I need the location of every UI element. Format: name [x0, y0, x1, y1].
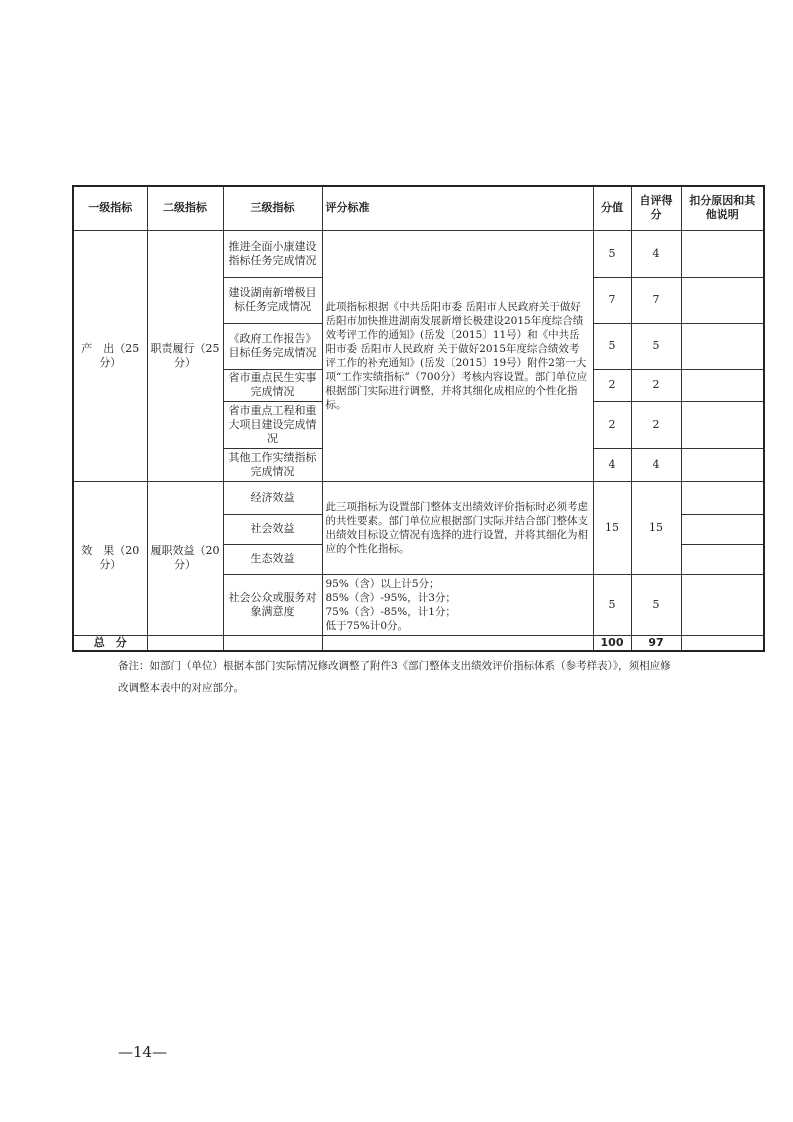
header-remarks: 扣分原因和其他说明 [681, 186, 764, 230]
table-row [73, 230, 764, 277]
level1-cell: 效 果（20分） [73, 481, 147, 635]
total-score: 100 [593, 635, 631, 651]
self-score-cell: 5 [631, 574, 681, 635]
remarks-cell [681, 448, 764, 481]
header-criteria: 评分标准 [322, 186, 593, 230]
level3-cell: 《政府工作报告》目标任务完成情况 [223, 323, 322, 369]
criteria-cell: 此三项指标为设置部门整体支出绩效评价指标时必须考虑的共性要素。部门单位应根据部门实际并结合部门整体支出绩效目标设立情况有选择的进行设置，并将其细化为相应的个性化指标。 [322, 481, 593, 574]
score-cell: 2 [593, 401, 631, 448]
score-cell: 4 [593, 448, 631, 481]
level3-cell: 推进全面小康建设指标任务完成情况 [223, 230, 322, 277]
criteria-line: 75%（含）-85%，计1分； [325, 605, 456, 618]
level3-cell: 其他工作实绩指标完成情况 [223, 448, 322, 481]
level2-cell: 职责履行（25分） [147, 230, 223, 481]
criteria-line: 85%（含）-95%，计3分； [325, 591, 456, 604]
level3-cell: 社会效益 [223, 514, 322, 544]
footnote: 备注：如部门（单位）根据本部门实际情况修改调整了附件3《部门整体支出绩效评价指标体系（参考样表）》，须相应修改调整本表中的对应部分。 [118, 660, 671, 694]
self-score-cell: 5 [631, 323, 681, 369]
score-cell: 2 [593, 369, 631, 401]
header-score: 分值 [593, 186, 631, 230]
empty-cell [681, 635, 764, 651]
header-row [73, 186, 764, 230]
header-level2: 二级指标 [147, 186, 223, 230]
self-score-cell: 15 [631, 481, 681, 574]
score-cell: 5 [593, 230, 631, 277]
level3-cell: 省市重点民生实事完成情况 [223, 369, 322, 401]
self-score-cell: 4 [631, 448, 681, 481]
score-cell: 5 [593, 323, 631, 369]
header-level3: 三级指标 [223, 186, 322, 230]
self-score-cell: 2 [631, 401, 681, 448]
remarks-cell [681, 369, 764, 401]
criteria-cell: 此项指标根据《中共岳阳市委 岳阳市人民政府关于做好岳阳市加快推进湖南发展新增长极建设2015年度综合绩效考评工作的通知》(岳发〔2015〕11号）和《中共岳阳市委 岳阳市人民政府 关于做好2015年度综合绩效考评工作的补充通知》(岳发〔2015〕19号）附件2第一大项“工作实绩指标”（700分）考核内容设置。部门单位应根据部门实际进行调整，并将其细化成相应的个性化指标。 [322, 230, 593, 481]
score-cell: 5 [593, 574, 631, 635]
remarks-cell [681, 544, 764, 574]
remarks-cell [681, 401, 764, 448]
level3-cell: 建设湖南新增极目标任务完成情况 [223, 277, 322, 323]
header-level1: 一级指标 [73, 186, 147, 230]
table-row [73, 481, 764, 514]
total-self-score: 97 [631, 635, 681, 651]
level3-cell: 省市重点工程和重大项目建设完成情况 [223, 401, 322, 448]
remarks-cell [681, 323, 764, 369]
self-score-cell: 7 [631, 277, 681, 323]
level1-cell: 产 出（25分） [73, 230, 147, 481]
remarks-cell [681, 514, 764, 544]
page-number: —14— [118, 1043, 168, 1061]
criteria-cell [322, 574, 593, 635]
remarks-cell [681, 230, 764, 277]
empty-cell [147, 635, 223, 651]
remarks-cell [681, 481, 764, 514]
score-cell: 7 [593, 277, 631, 323]
empty-cell [223, 635, 322, 651]
score-cell: 15 [593, 481, 631, 574]
level3-cell: 经济效益 [223, 481, 322, 514]
evaluation-table [72, 185, 765, 652]
self-score-cell: 2 [631, 369, 681, 401]
remarks-cell [681, 574, 764, 635]
header-self-score: 自评得分 [631, 186, 681, 230]
level3-cell: 社会公众或服务对象满意度 [223, 574, 322, 635]
total-row [73, 635, 764, 651]
empty-cell [322, 635, 593, 651]
total-label: 总 分 [73, 635, 147, 651]
level3-cell: 生态效益 [223, 544, 322, 574]
level2-cell: 履职效益（20分） [147, 481, 223, 635]
self-score-cell: 4 [631, 230, 681, 277]
remarks-cell [681, 277, 764, 323]
criteria-line: 95%（含）以上计5分； [325, 577, 440, 590]
criteria-line: 低于75%计0分。 [325, 619, 409, 632]
